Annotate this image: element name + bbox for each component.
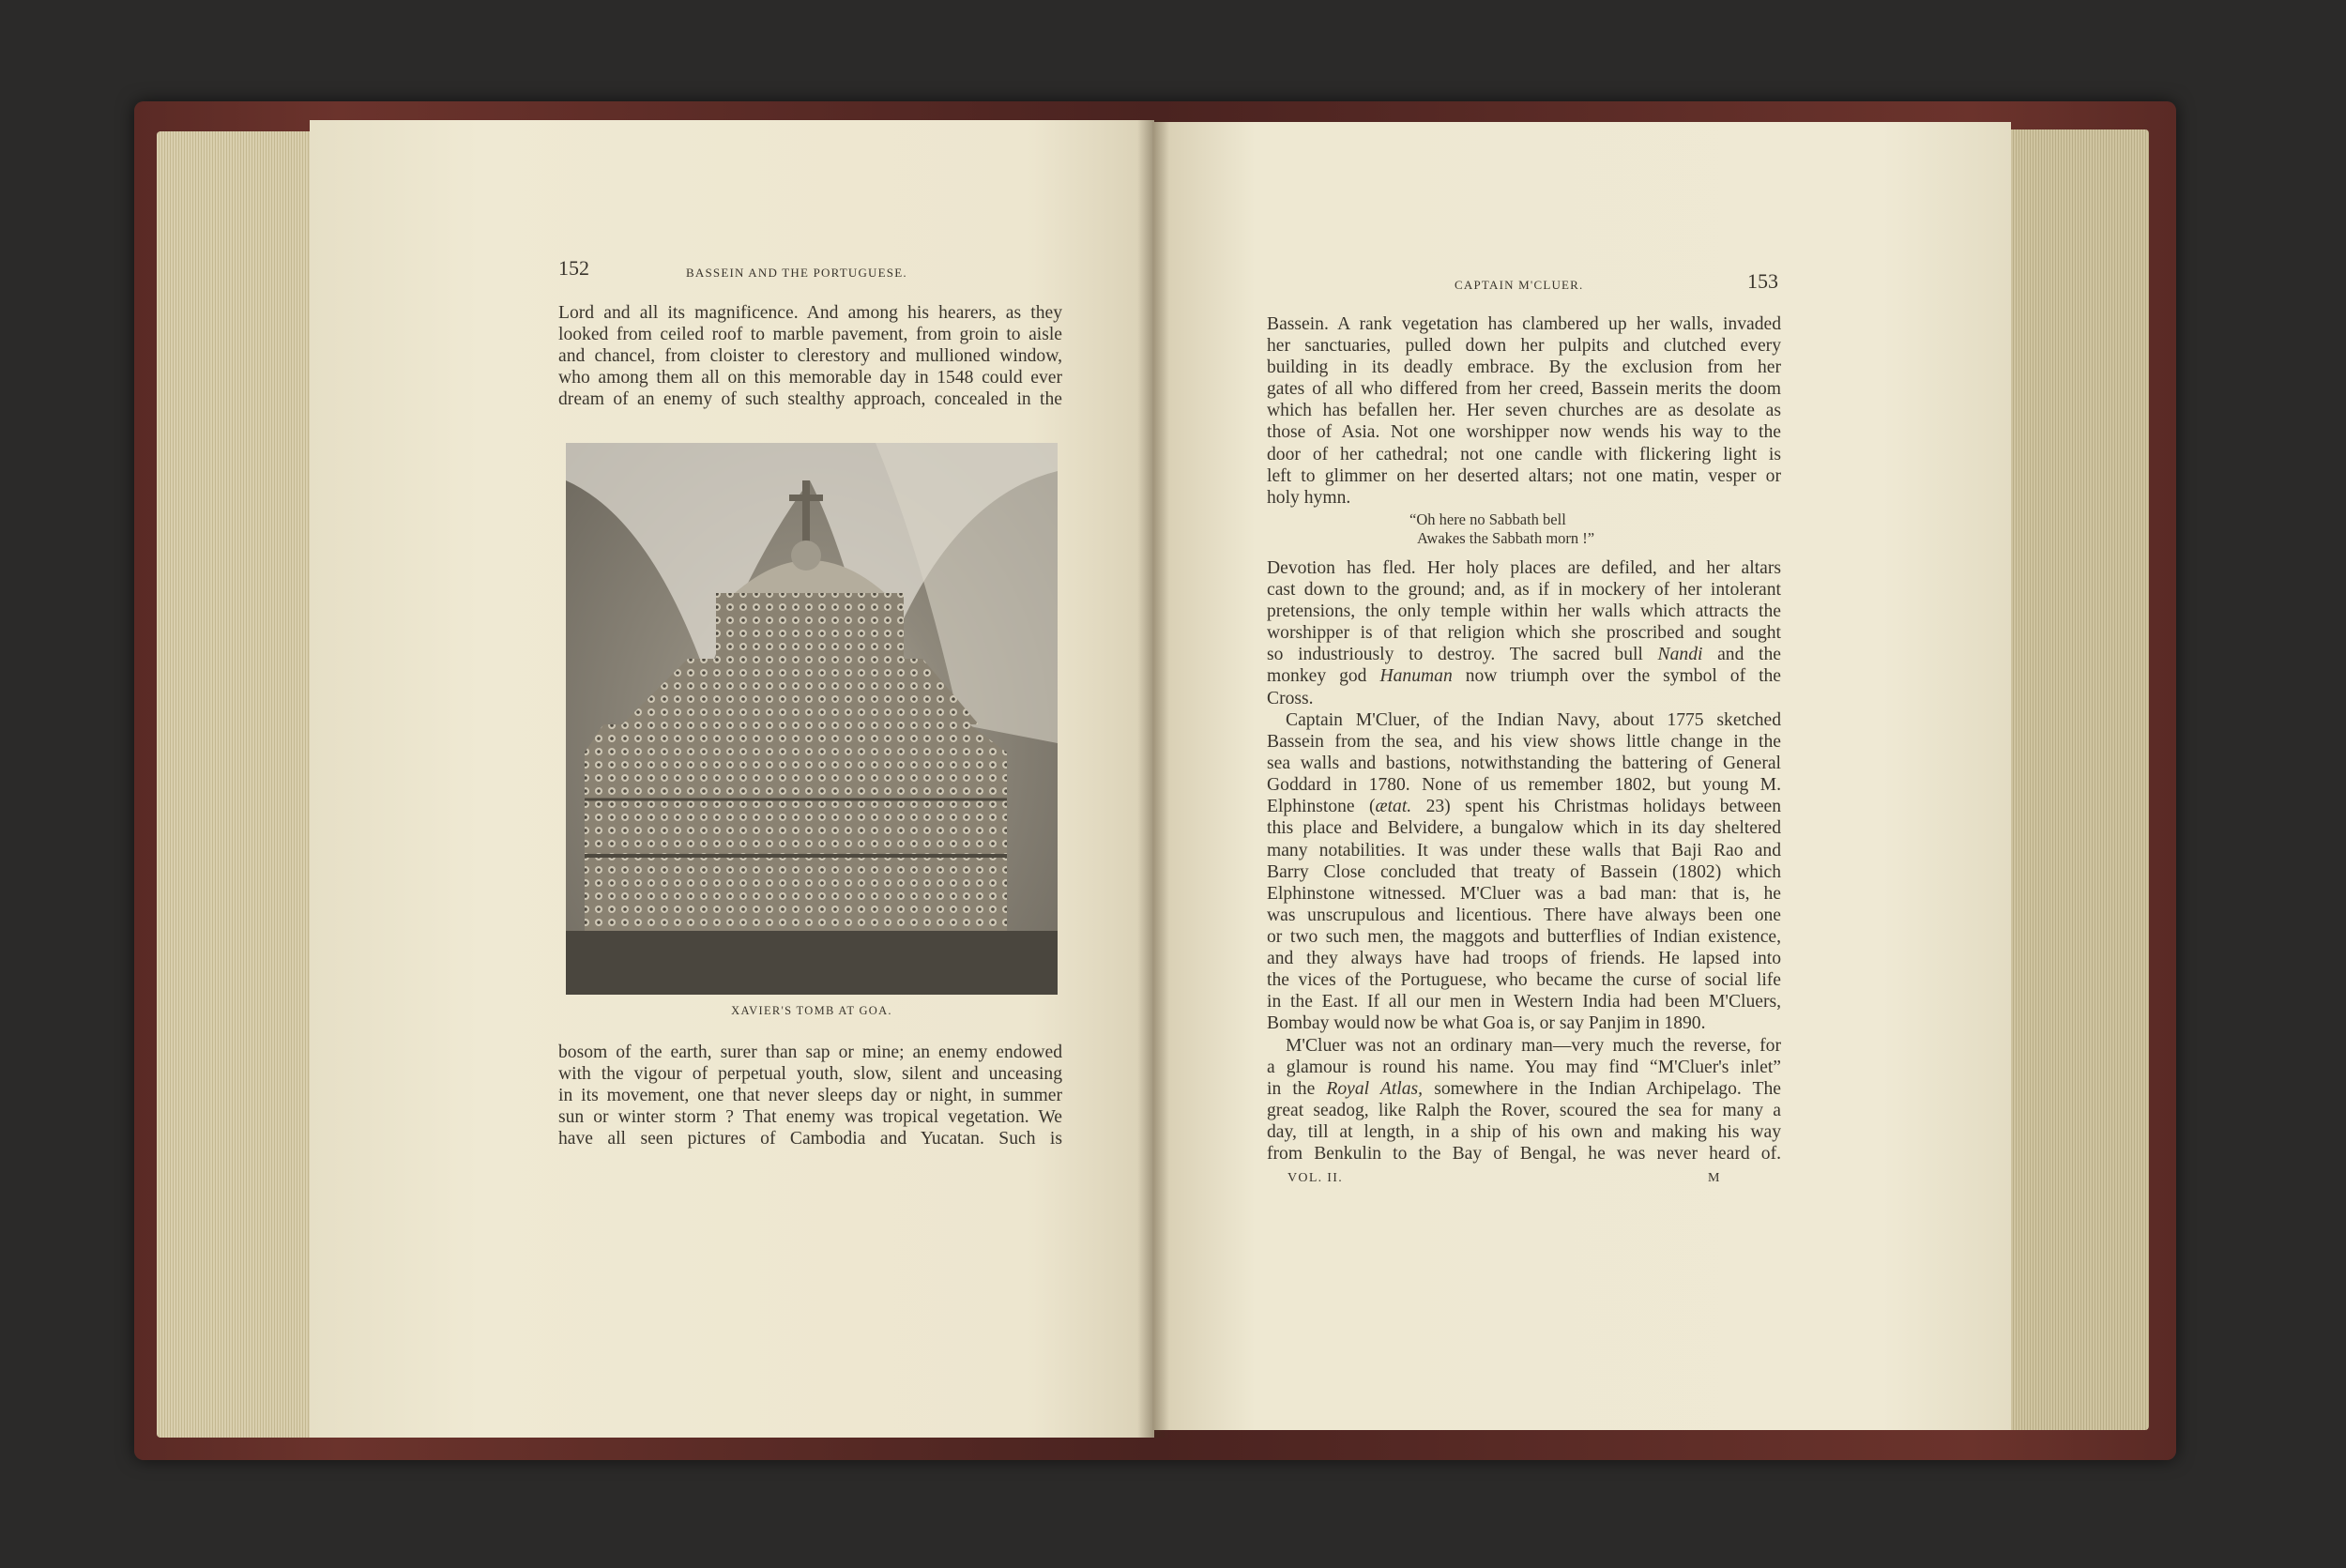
- text-line: M'Cluer was not an ordinary man—very much the reverse, for: [1286, 1036, 1781, 1056]
- text-segment: Elphinstone (: [1267, 797, 1376, 817]
- text-line: or two such men, the maggots and butterflies of Indian existence,: [1267, 926, 1781, 947]
- text-segment: now triumph over the symbol of the: [1452, 666, 1782, 687]
- text-segment: and the: [1702, 645, 1781, 665]
- text-line: many notabilities. It was under these walls that Baji Rao and: [1267, 840, 1781, 860]
- text-line: holy hymn.: [1267, 487, 1351, 508]
- quote-line-2: Awakes the Sabbath morn !”: [1417, 529, 1595, 547]
- text-line: day, till at length, in a ship of his own and making his way: [1267, 1122, 1781, 1143]
- left-text-top: [558, 302, 1062, 410]
- text-segment: in the: [1267, 1079, 1327, 1100]
- text-line: dream of an enemy of such stealthy approach, concealed in the: [558, 389, 1062, 410]
- text-line: her sanctuaries, pulled down her pulpits and clutched every: [1267, 336, 1781, 357]
- text-line: Barry Close concluded that treaty of Bassein (1802) which: [1267, 861, 1781, 882]
- quote-line-1: “Oh here no Sabbath bell: [1409, 510, 1566, 528]
- text-line: gates of all who differed from her creed, Bassein merits the doom: [1267, 379, 1781, 400]
- text-line: have all seen pictures of Cambodia and Yucatan. Such is: [558, 1129, 1062, 1149]
- page-number-right: 153: [1747, 269, 1778, 293]
- italic-text: Hanuman: [1379, 666, 1453, 687]
- text-segment: monkey god: [1267, 666, 1380, 687]
- text-line: sea walls and bastions, notwithstanding the battering of General: [1267, 754, 1781, 774]
- text-segment: 23) spent his Christmas holidays between: [1411, 797, 1782, 817]
- text-line: Devotion has fled. Her holy places are defiled, and her altars: [1267, 558, 1781, 578]
- text-line: sun or winter storm ? That enemy was tropical vegetation. We: [558, 1107, 1062, 1128]
- text-line: door of her cathedral; not one candle with flickering light is: [1267, 444, 1781, 464]
- text-line: worshipper is of that religion which she proscribed and sought: [1267, 623, 1781, 644]
- text-line: Bassein. A rank vegetation has clambered up her walls, invaded: [1267, 314, 1781, 334]
- text-line: a glamour is round his name. You may find “M'Cluer's inlet”: [1267, 1058, 1781, 1078]
- text-line: Bombay would now be what Goa is, or say Panjim in 1890.: [1267, 1013, 1706, 1034]
- text-segment: somewhere in the Indian Archipelago. The: [1423, 1079, 1781, 1100]
- text-line: those of Asia. Not one worshipper now wends his way to the: [1267, 422, 1781, 443]
- italic-text: ætat.: [1375, 797, 1412, 817]
- figure-caption: XAVIER'S TOMB AT GOA.: [731, 1004, 892, 1017]
- text-line: cast down to the ground; and, as if in mockery of her intolerant: [1267, 580, 1781, 601]
- text-line: with the vigour of perpetual youth, slow, silent and unceasing: [558, 1064, 1062, 1085]
- paragraph-4: [1267, 1035, 1781, 1165]
- text-line: [1267, 665, 1781, 687]
- text-line: Goddard in 1780. None of us remember 1802, but young M.: [1267, 775, 1781, 796]
- text-line: which has befallen her. Her seven churches are as desolate as: [1267, 401, 1781, 421]
- text-segment: so industriously to destroy. The sacred bull: [1267, 645, 1658, 665]
- text-line: the vices of the Portuguese, who became the curse of social life: [1267, 970, 1781, 991]
- text-line: building in its deadly embrace. By the exclusion from her: [1267, 358, 1781, 378]
- paragraph-2: [1267, 557, 1781, 709]
- xaviers-tomb-illustration: [566, 443, 1058, 995]
- paragraph-3: [1267, 709, 1781, 1034]
- text-line: [1267, 644, 1781, 665]
- text-line: [1267, 1078, 1781, 1100]
- text-line: Lord and all its magnificence. And among his hearers, as they: [558, 303, 1062, 323]
- text-line: was unscrupulous and licentious. There have always been one: [1267, 905, 1781, 925]
- text-line: left to glimmer on her deserted altars; not one matin, vesper or: [1267, 465, 1781, 486]
- text-line: from Benkulin to the Bay of Bengal, he was never heard of.: [1267, 1144, 1781, 1165]
- tomb-engraving: [566, 443, 1058, 995]
- paragraph-1: [1267, 313, 1781, 509]
- signature-mark: M: [1708, 1171, 1721, 1185]
- text-line: Elphinstone witnessed. M'Cluer was a bad man: that is, he: [1267, 883, 1781, 904]
- page-number-left: 152: [558, 256, 589, 280]
- text-line: Cross.: [1267, 688, 1314, 708]
- signature-volume: VOL. II.: [1287, 1171, 1343, 1185]
- text-line: in its movement, one that never sleeps day or night, in summer: [558, 1086, 1062, 1106]
- page-edges-right: [2008, 129, 2149, 1430]
- left-text-bottom: [558, 1042, 1062, 1149]
- text-line: and chancel, from cloister to clerestory and mullioned window,: [558, 346, 1062, 367]
- sabbath-quote: [1409, 510, 1594, 548]
- text-line: pretensions, the only temple within her walls which attracts the: [1267, 601, 1781, 622]
- text-line: who among them all on this memorable day in 1548 could ever: [558, 368, 1062, 388]
- page-edges-left: [157, 131, 316, 1438]
- book-gutter: [1137, 120, 1169, 1438]
- italic-text: Royal Atlas,: [1326, 1079, 1424, 1100]
- text-line: and they always have had troops of friends. He lapsed into: [1267, 949, 1781, 969]
- running-head-right: CAPTAIN M'CLUER.: [1455, 278, 1584, 292]
- running-head-left: BASSEIN AND THE PORTUGUESE.: [686, 266, 907, 280]
- italic-text: Nandi: [1657, 645, 1703, 665]
- text-line: looked from ceiled roof to marble pavement, from groin to aisle: [558, 325, 1062, 345]
- text-line: Bassein from the sea, and his view shows little change in the: [1267, 732, 1781, 753]
- text-line: [1267, 796, 1781, 817]
- text-line: Captain M'Cluer, of the Indian Navy, about 1775 sketched: [1286, 710, 1781, 730]
- text-line: bosom of the earth, surer than sap or mine; an enemy endowed: [558, 1043, 1062, 1062]
- text-line: this place and Belvidere, a bungalow which in its day sheltered: [1267, 818, 1781, 839]
- text-line: great seadog, like Ralph the Rover, scoured the sea for many a: [1267, 1101, 1781, 1121]
- text-line: in the East. If all our men in Western India had been M'Cluers,: [1267, 992, 1781, 1012]
